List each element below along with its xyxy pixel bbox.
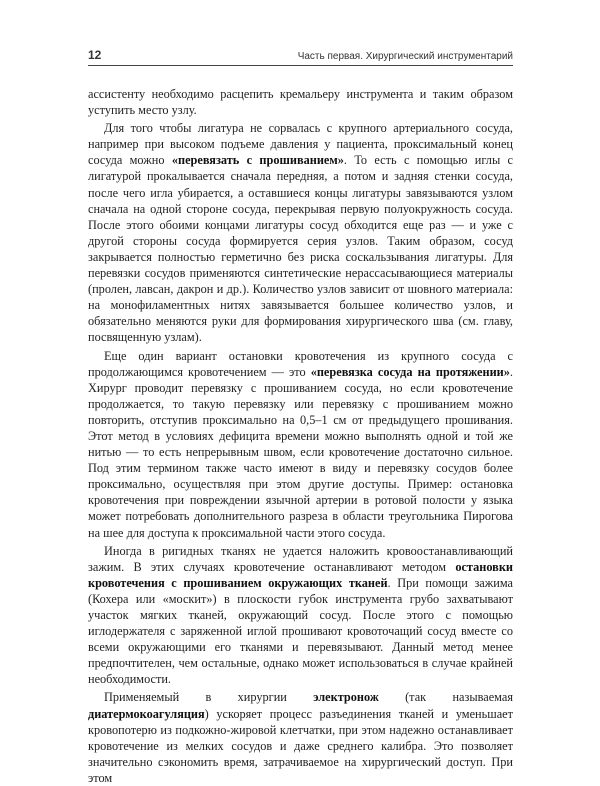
text-run: . При помощи зажима (Кохера или «москит») в плоскости губок инструмента грубо захватывают участок мягких тканей, окружающий сосуд. После этого с помощью иглодержателя с заряженной иглой прошивают кровоточащий сосуд вместе со всеми окружающими его тканями и перевязывают. Данный метод менее предпочтителен, чем остальные, однако может использоваться в случае крайней необходимости.	[88, 575, 513, 687]
paragraph	[88, 86, 513, 118]
bold-term: электронож	[313, 690, 379, 705]
text-run: (так называемая	[378, 690, 513, 705]
text-run: ассистенту необходимо расцепить кремальеру инструмента и таким образом уступить место узлу.	[88, 87, 513, 118]
text-run: Для того чтобы лигатура не сорвалась с крупного артериального сосуда, например при высоком подъеме давления у пациента, проксимальный конец сосуда можно	[88, 121, 513, 168]
text-run: . Хирург проводит перевязку с прошиванием сосуда, но если кровотечение продолжается, то такую перевязку или перевязку с прошиванием можно повторить, отступив проксимально на 0,5–1 см от предыдущего прошивания. Этот метод в условиях дефицита времени можно выполнять одной и той же нитью — то есть непрерывным швом, если кровотечение достаточно сильное. Под этим термином также часто имеют в виду и перевязку сосудов более проксимально, осуществляя при этом другие доступы. Пример: остановка кровотечения при повреждении язычной артерии в ротовой полости у языка может потребовать дополнительного разреза в области треугольника Пирогова на шее для доступа к проксимальной части этого сосуда.	[88, 364, 513, 540]
bold-term: «перевязка сосуда на протяжении»	[310, 364, 510, 379]
bold-term: диатермокоагуляция	[88, 706, 205, 721]
bold-term: остановки кровотечения с прошиванием окружающих тканей	[88, 559, 513, 590]
paragraph	[88, 543, 513, 688]
paragraph	[88, 120, 513, 345]
paragraph	[88, 689, 513, 786]
body-text	[88, 86, 513, 786]
book-page	[88, 48, 513, 786]
text-run: Иногда в ригидных тканях не удается наложить кровоостанавливающий зажим. В этих случаях кровотечение останавливают методом	[88, 543, 513, 574]
running-head	[88, 48, 513, 66]
text-run: . То есть с помощью иглы с лигатурой прокалывается сначала передняя, а потом и задняя стенки сосуда, после чего игла убирается, а оставшиеся концы лигатуры завязываются узлом сначала на одной стороне сосуда, перекрывая первую полуокружность сосуда. После этого обоими концами лигатуры сосуд обходится еще раз — и уже с другой стороны сосуда формируется серия узлов. Таким образом, сосуд закрывается полностью герметично без риска соскальзывания лигатуры. Для перевязки сосудов применяются синтетические нерассасывающиеся материалы (пролен, лавсан, дакрон и др.). Количество узлов зависит от шовного материала: на монофиламентных нитях завязывается большее количество узлов, и обязательно меняются руки для формирования хирургического шва (см. главу, посвященную узлам).	[88, 153, 514, 345]
bold-term: «перевязать с прошиванием»	[171, 153, 344, 168]
paragraph	[88, 348, 513, 541]
page-number: 12	[88, 48, 102, 62]
text-run: Еще один вариант остановки кровотечения из крупного сосуда с продолжающимся кровотечением — это	[88, 348, 513, 379]
text-run: ) ускоряет процесс разъединения тканей и уменьшает кровопотерю из подкожно-жировой клетчатки, при этом надежно останавливает кровотечение из мелких сосудов и даже среднего калибра. Это позволяет значительно сэкономить время, затрачиваемое на хирургический доступ. При этом	[88, 706, 513, 785]
section-title: Часть первая. Хирургический инструментарий	[297, 51, 513, 62]
text-run: Применяемый в хирургии	[104, 690, 314, 705]
